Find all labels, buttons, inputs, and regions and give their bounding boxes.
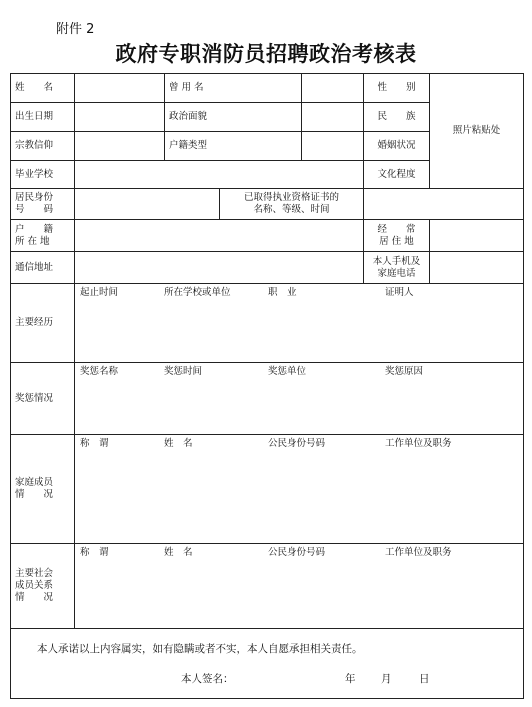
photo-box[interactable]: 照片粘贴处 xyxy=(430,74,524,189)
family-header-name: 姓 名 xyxy=(164,438,193,449)
field-school[interactable] xyxy=(75,161,364,189)
label-marital: 婚姻状况 xyxy=(364,132,430,161)
social-header-employer: 工作单位及职务 xyxy=(385,547,452,558)
exp-header-period: 起止时间 xyxy=(80,287,119,298)
field-experience[interactable] xyxy=(75,284,524,363)
family-header-id: 公民身份号码 xyxy=(268,438,326,449)
social-header-id: 公民身份号码 xyxy=(268,547,326,558)
label-experience: 主要经历 xyxy=(11,284,75,363)
label-address: 通信地址 xyxy=(11,252,75,284)
field-awards[interactable] xyxy=(75,363,524,435)
label-education: 文化程度 xyxy=(364,161,430,189)
field-id-number[interactable] xyxy=(75,189,220,220)
exp-header-occupation: 职 业 xyxy=(268,287,297,298)
field-name[interactable] xyxy=(75,74,165,103)
date-year-label: 年 xyxy=(345,673,356,685)
label-gender: 性 别 xyxy=(364,74,430,103)
label-residence: 经 常 居 住 地 xyxy=(364,220,430,252)
field-social[interactable] xyxy=(75,544,524,629)
label-former-name: 曾 用 名 xyxy=(165,74,302,103)
label-ethnicity: 民 族 xyxy=(364,103,430,132)
label-phone: 本人手机及 家庭电话 xyxy=(364,252,430,284)
field-political-status[interactable] xyxy=(302,103,364,132)
field-hukou-place[interactable] xyxy=(75,220,364,252)
award-header-reason: 奖惩原因 xyxy=(385,366,424,377)
exp-header-unit: 所在学校或单位 xyxy=(164,287,231,298)
political-review-form xyxy=(10,73,524,699)
exp-header-witness: 证明人 xyxy=(385,287,414,298)
field-birth-date[interactable] xyxy=(75,103,165,132)
field-certificate[interactable] xyxy=(364,189,524,220)
signature-field[interactable] xyxy=(259,669,339,685)
family-header-relation: 称 谓 xyxy=(80,438,109,449)
field-religion[interactable] xyxy=(75,132,165,161)
label-social: 主要社会 成员关系 情 况 xyxy=(11,544,75,629)
social-header-name: 姓 名 xyxy=(164,547,193,558)
field-former-name[interactable] xyxy=(302,74,364,103)
label-hukou-type: 户籍类型 xyxy=(165,132,302,161)
field-residence[interactable] xyxy=(430,220,524,252)
pledge-section xyxy=(11,629,524,699)
award-header-time: 奖惩时间 xyxy=(164,366,203,377)
label-name: 姓 名 xyxy=(11,74,75,103)
label-political-status: 政治面貌 xyxy=(165,103,302,132)
family-header-employer: 工作单位及职务 xyxy=(385,438,452,449)
date-day-label: 日 xyxy=(419,673,430,685)
label-hukou-place: 户 籍 所 在 地 xyxy=(11,220,75,252)
label-birth-date: 出生日期 xyxy=(11,103,75,132)
label-family: 家庭成员 情 况 xyxy=(11,435,75,544)
signature-label: 本人签名： xyxy=(181,673,234,685)
field-family[interactable] xyxy=(75,435,524,544)
attachment-label: 附件 2 xyxy=(56,22,95,37)
field-address[interactable] xyxy=(75,252,364,284)
label-certificate: 已取得执业资格证书的 名称、等级、时间 xyxy=(220,189,364,220)
field-hukou-type[interactable] xyxy=(302,132,364,161)
date-month-label: 月 xyxy=(381,673,392,685)
form-title: 政府专职消防员招聘政治考核表 xyxy=(115,42,417,66)
label-school: 毕业学校 xyxy=(11,161,75,189)
social-header-relation: 称 谓 xyxy=(80,547,109,558)
award-header-name: 奖惩名称 xyxy=(80,366,119,377)
label-religion: 宗教信仰 xyxy=(11,132,75,161)
label-awards: 奖惩情况 xyxy=(11,363,75,435)
label-id-number: 居民身份 号 码 xyxy=(11,189,75,220)
field-phone[interactable] xyxy=(430,252,524,284)
award-header-unit: 奖惩单位 xyxy=(268,366,307,377)
pledge-text: 本人承诺以上内容属实，如有隐瞒或者不实，本人自愿承担相关责任。 xyxy=(37,643,363,655)
